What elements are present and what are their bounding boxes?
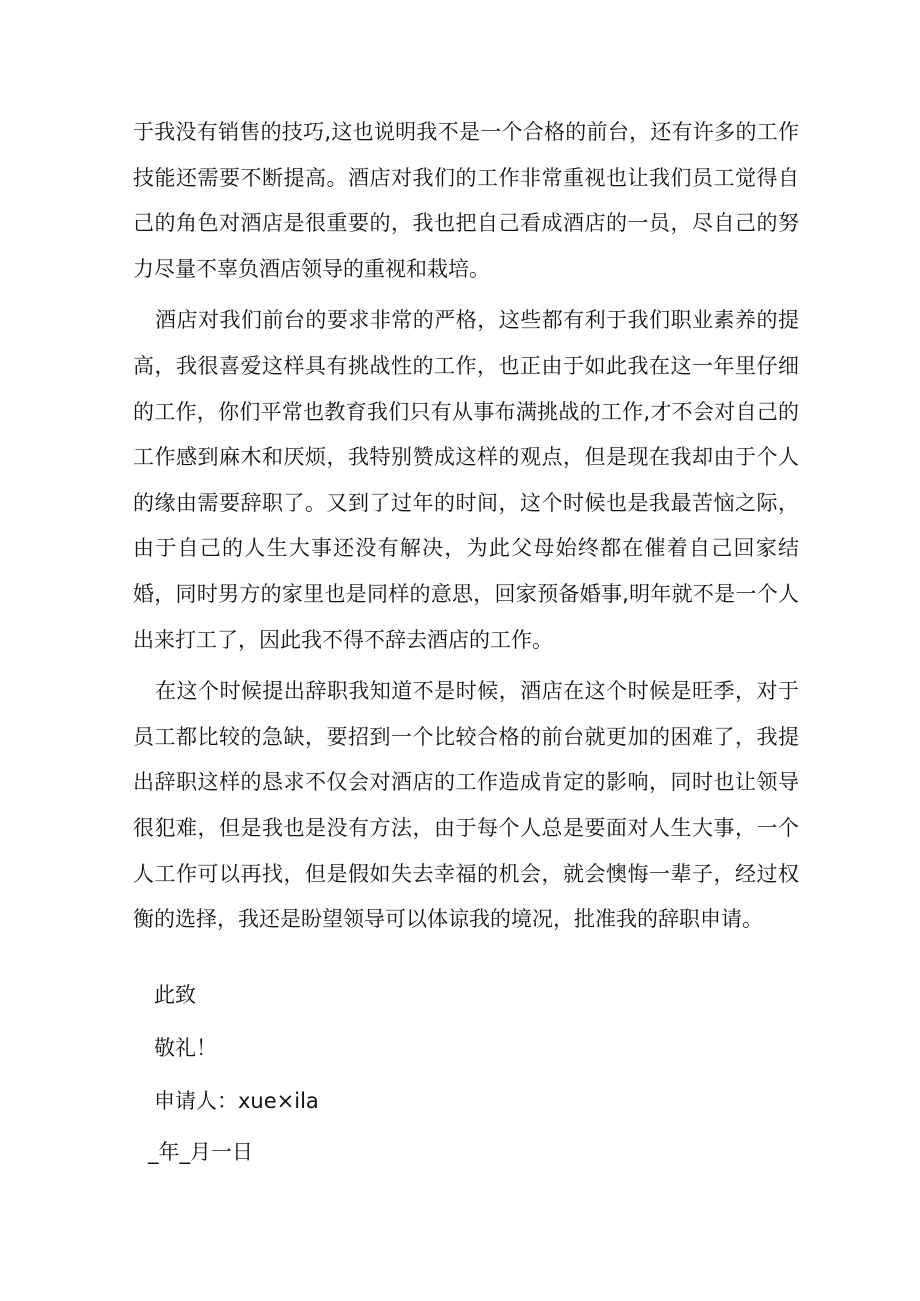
date-line: _年_月一日	[148, 1140, 253, 1164]
letter-body	[133, 110, 799, 949]
paragraph-2: 酒店对我们前台的要求非常的严格，这些都有利于我们职业素养的提高，我很喜爱这样具有挑战性的工作，也正由于如此我在这一年里仔细的工作，你们平常也教育我们只有从事布满挑战的工作,才不会对自己的工作感到麻木和厌烦，我特别赞成这样的观点，但是现在我却由于个人的缘由需要辞职了。又到了过年的时间，这个时候也是我最苦恼之际，由于自己的人生大事还没有解决，为此父母始终都在催着自己回家结婚，同时男方的家里也是同样的意思，回家预备婚事,明年就不是一个人出来打工了，因此我不得不辞去酒店的工作。	[133, 308, 799, 652]
closing-salutation: 此致	[154, 983, 196, 1007]
closing-regards: 敬礼！	[154, 1036, 217, 1060]
applicant-signature: 申请人：xue×ila	[154, 1089, 319, 1113]
paragraph-1: 于我没有销售的技巧,这也说明我不是一个合格的前台，还有许多的工作技能还需要不断提高。酒店对我们的工作非常重视也让我们员工觉得自己的角色对酒店是很重要的，我也把自己看成酒店的一员，尽自己的努力尽量不辜负酒店领导的重视和栽培。	[133, 120, 799, 281]
paragraph-3: 在这个时候提出辞职我知道不是时候，酒店在这个时候是旺季，对于员工都比较的急缺，要招到一个比较合格的前台就更加的困难了，我提出辞职这样的恳求不仅会对酒店的工作造成肯定的影响，同时也让领导很犯难，但是我也是没有方法，由于每个人总是要面对人生大事，一个人工作可以再找，但是假如失去幸福的机会，就会懊悔一辈子，经过权衡的选择，我还是盼望领导可以体谅我的境况，批准我的辞职申请。	[133, 679, 799, 932]
